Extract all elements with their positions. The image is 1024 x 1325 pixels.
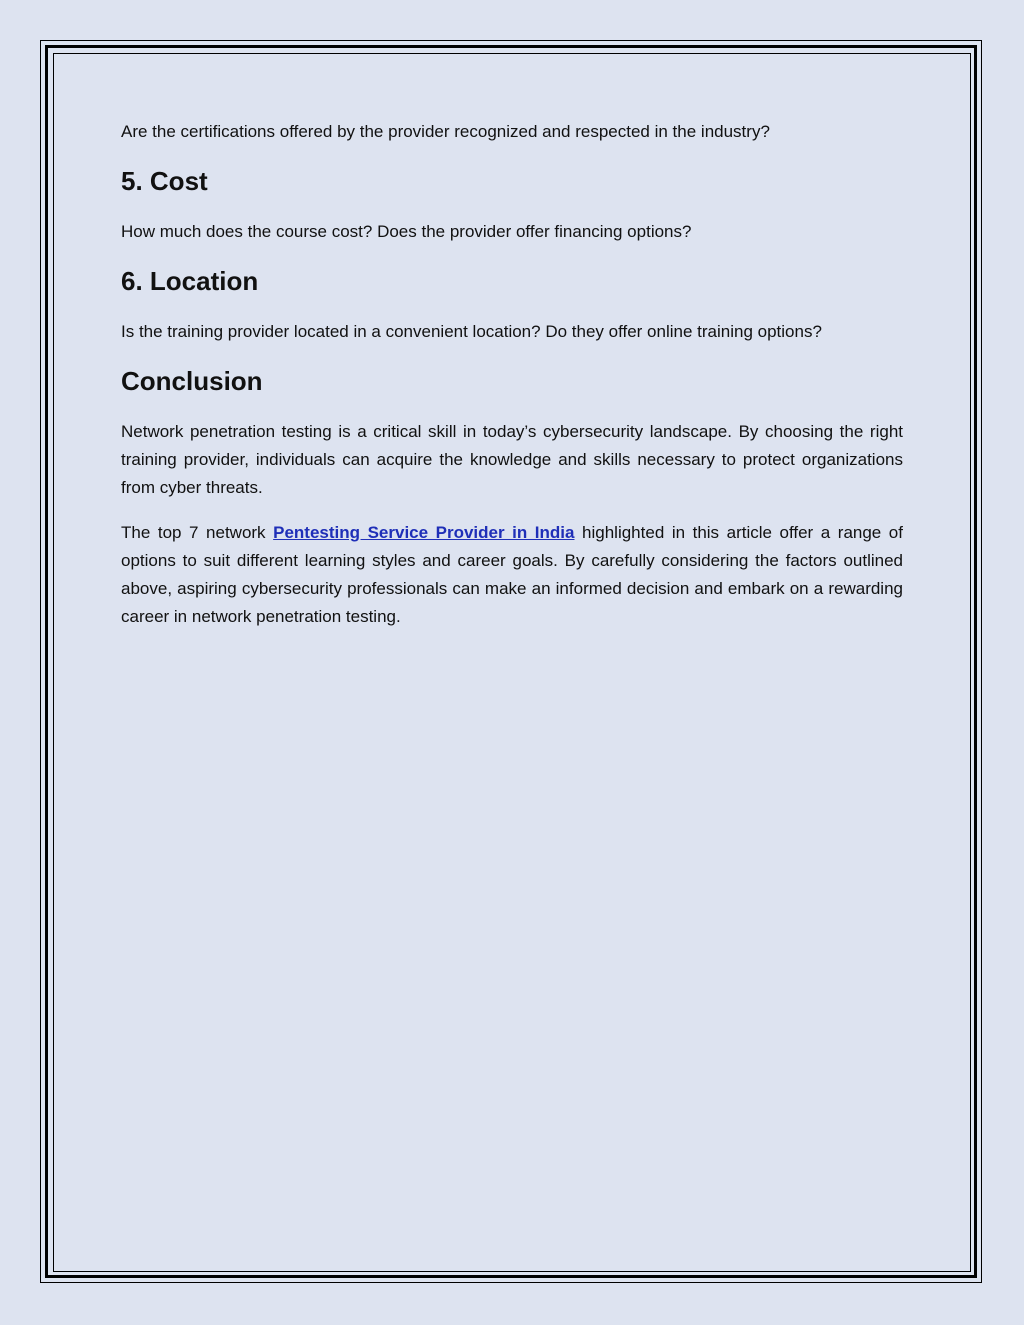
conclusion-paragraph-2-start: The top 7 network — [121, 523, 274, 542]
conclusion-paragraph-1: Network penetration testing is a critical skill in today’s cybersecurity landscape. By choosing the right training provider, individuals can acquire the knowledge and skills necessary to protect organizations from cyber threats. — [121, 422, 903, 497]
pentesting-provider-link[interactable]: Pentesting Service Provider in India — [273, 523, 575, 542]
intro-question: Are the certifications offered by the provider recognized and respected in the industry? — [121, 122, 770, 141]
heading-conclusion: Conclusion — [121, 366, 263, 396]
heading-location: 6. Location — [121, 266, 259, 296]
conclusion-paragraph-2-end: highlighted in this article offer a range of options to suit different learning styles and career goals. By carefully considering the factors outlined above, aspiring cybersecurity professionals can make an informed decision and embark on a rewarding career in network penetration testing. — [121, 523, 903, 626]
cost-paragraph: How much does the course cost? Does the provider offer financing options? — [121, 222, 692, 241]
conclusion-paragraph-2 — [121, 519, 903, 631]
document-content — [121, 118, 903, 631]
location-paragraph: Is the training provider located in a convenient location? Do they offer online training options? — [121, 322, 822, 341]
heading-cost: 5. Cost — [121, 166, 208, 196]
